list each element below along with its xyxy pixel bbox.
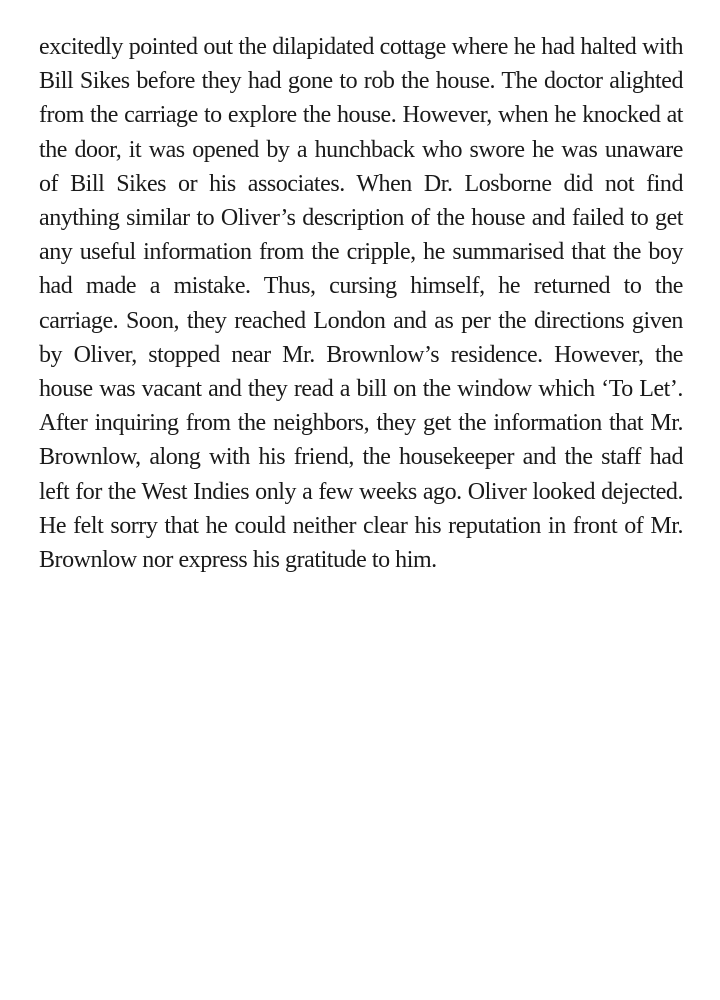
document-page xyxy=(39,30,683,577)
body-paragraph: excitedly pointed out the dilapidated cottage where he had halted with Bill Sikes before they had gone to rob the house. The doctor alighted from the carriage to explore the house. However, when he knocked at the door, it was opened by a hunchback who swore he was unaware of Bill Sikes or his associates. When Dr. Losborne did not find anything similar to Oliver’s description of the house and failed to get any useful information from the cripple, he summarised that the boy had made a mistake. Thus, cursing himself, he returned to the carriage. Soon, they reached London and as per the directions given by Oliver, stopped near Mr. Brownlow’s residence. However, the house was vacant and they read a bill on the window which ‘To Let’. After inquiring from the neighbors, they get the information that Mr. Brownlow, along with his friend, the housekeeper and the staff had left for the West Indies only a few weeks ago. Oliver looked dejected. He felt sorry that he could neither clear his reputation in front of Mr. Brownlow nor express his gratitude to him. xyxy=(39,34,683,574)
